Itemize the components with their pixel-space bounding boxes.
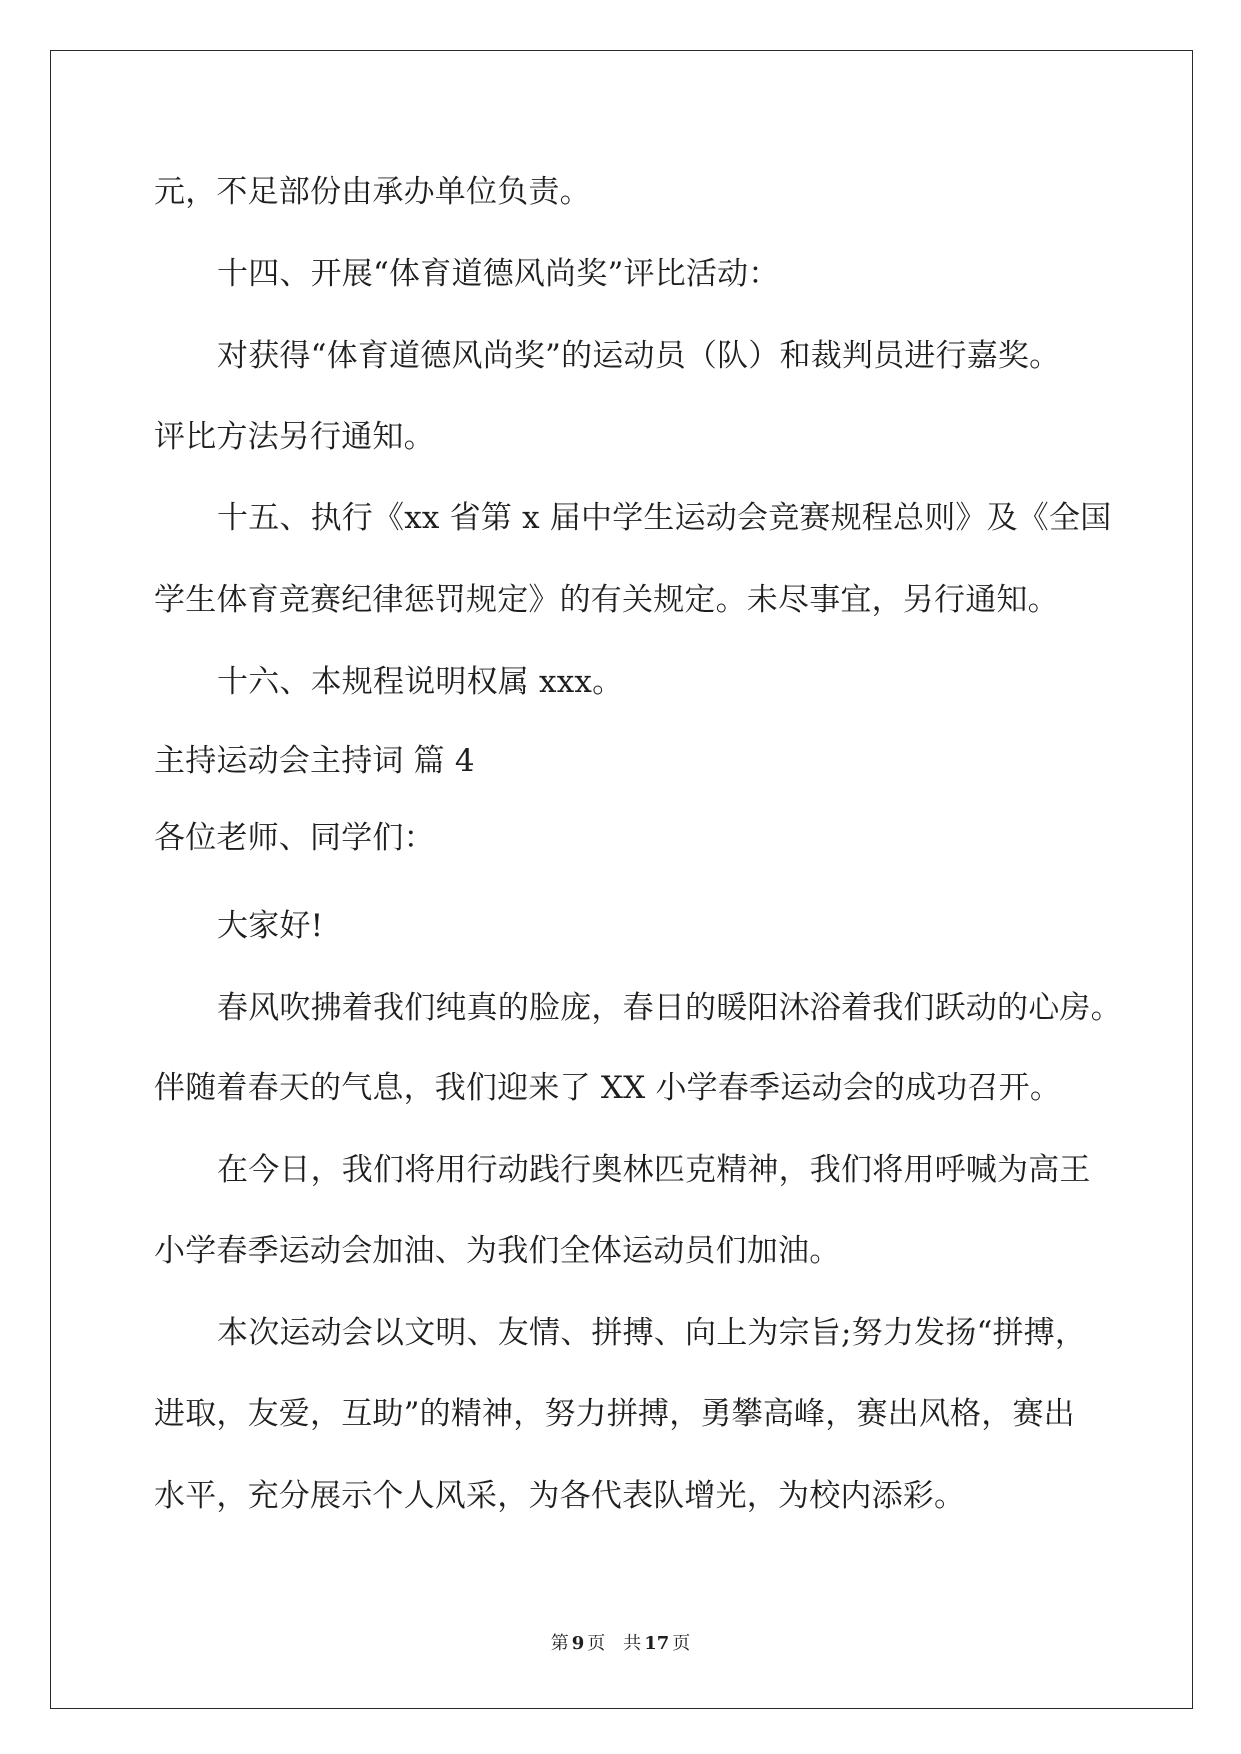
paragraph-line: 本次运动会以文明、友情、拼搏、向上为宗旨;努力发扬“拼搏， (217, 1315, 1087, 1351)
page-number-prefix: 第 (550, 1633, 569, 1654)
page-number-suffix: 页 (587, 1633, 606, 1654)
total-pages-number: 17 (644, 1633, 670, 1654)
paragraph-line: 十五、执行《xx 省第 x 届中学生运动会竞赛规程总则》及《全国 (217, 500, 1112, 536)
total-pages-suffix: 页 (672, 1633, 691, 1654)
paragraph-line: 对获得“体育道德风尚奖”的运动员（队）和裁判员进行嘉奖。 (217, 338, 1061, 374)
paragraph-line: 伴随着春天的气息，我们迎来了 XX 小学春季运动会的成功召开。 (154, 1070, 1062, 1106)
paragraph-line: 学生体育竞赛纪律惩罚规定》的有关规定。未尽事宜，另行通知。 (154, 582, 1059, 618)
paragraph-line: 春风吹拂着我们纯真的脸庞，春日的暖阳沐浴着我们跃动的心房。 (217, 990, 1122, 1026)
paragraph-line: 十四、开展“体育道德风尚奖”评比活动： (217, 256, 780, 292)
current-page-number: 9 (571, 1633, 585, 1654)
page-footer (0, 1633, 1241, 1655)
section-heading: 主持运动会主持词 篇 4 (154, 743, 475, 779)
paragraph-line: 在今日，我们将用行动践行奥林匹克精神，我们将用呼喊为高王 (217, 1152, 1091, 1188)
paragraph-line: 大家好! (217, 908, 324, 944)
paragraph-line: 进取，友爱，互助”的精神，努力拼搏，勇攀高峰，赛出风格，赛出 (154, 1396, 1075, 1432)
paragraph-line: 元，不足部份由承办单位负责。 (154, 174, 591, 210)
paragraph-line: 十六、本规程说明权属 xxx。 (217, 664, 624, 700)
paragraph-line: 水平，充分展示个人风采，为各代表队增光，为校内添彩。 (154, 1478, 966, 1514)
paragraph-line: 小学春季运动会加油、为我们全体运动员们加油。 (154, 1233, 841, 1269)
paragraph-line: 评比方法另行通知。 (154, 419, 435, 455)
salutation: 各位老师、同学们： (154, 820, 435, 856)
total-pages-prefix: 共 (623, 1633, 642, 1654)
page-border (50, 50, 1193, 1709)
